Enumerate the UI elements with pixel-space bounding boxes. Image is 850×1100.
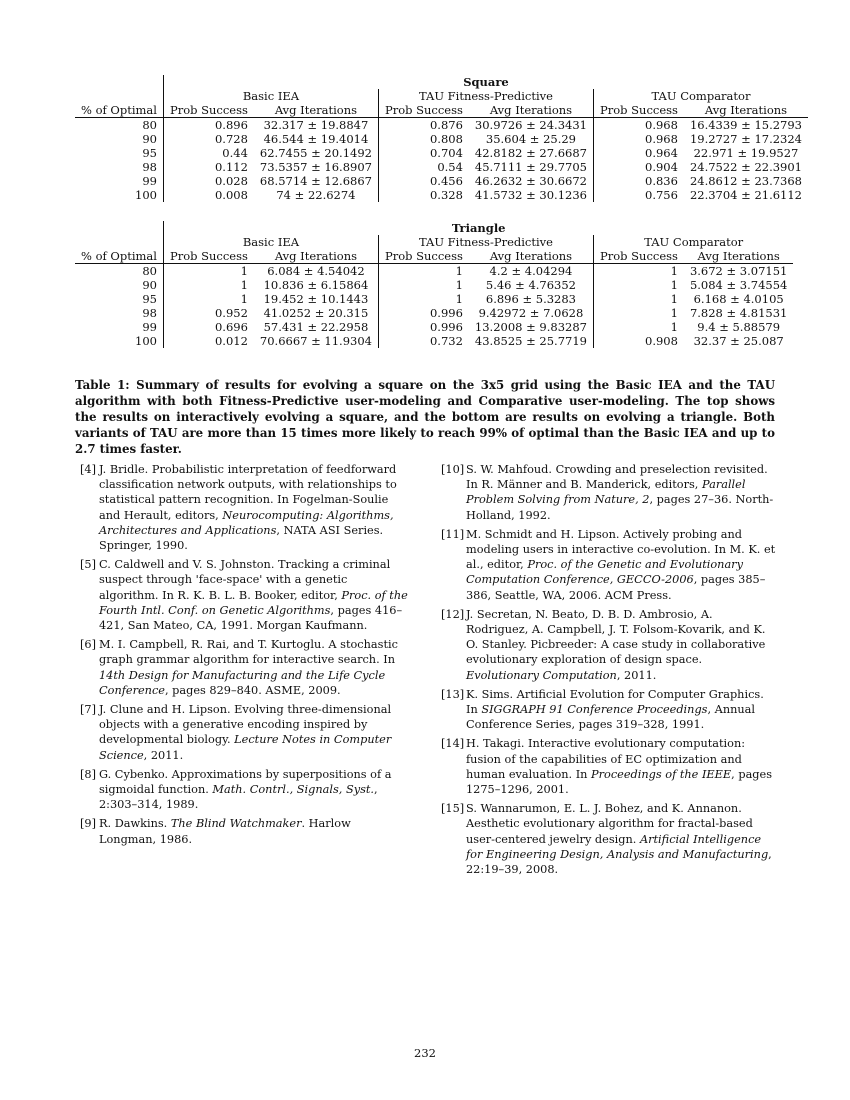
table-cell: 99	[142, 174, 157, 188]
table-cell: 90	[142, 132, 157, 146]
table-cell: 10.836 ± 6.15864	[263, 278, 369, 292]
table-cell: 95	[142, 292, 157, 306]
reference-title-italic: 14th Design for Manufacturing and the Life Cycle Conference	[99, 668, 386, 697]
reference-item	[80, 557, 410, 633]
column-header-row	[75, 103, 808, 118]
reference-text-part: , pages 1275–1296, 2001.	[466, 767, 773, 797]
table-cell: 22.3704 ± 21.6112	[689, 188, 802, 202]
table-cell: 0.952	[163, 306, 253, 320]
column-header-row	[75, 249, 793, 264]
reference-number: [14]	[441, 737, 465, 751]
table-cell: 16.4339 ± 15.2793	[689, 118, 802, 132]
reference-title-italic: The Blind Watchmaker	[170, 817, 302, 831]
table-cell: 0.756	[593, 188, 683, 202]
table-cell: 45.7111 ± 29.7705	[474, 160, 587, 174]
table-subtitle-row	[75, 75, 808, 89]
reference-text-part: , pages 829–840. ASME, 2009.	[164, 683, 341, 697]
reference-item	[441, 462, 776, 523]
reference-title-italic: Proc. of the Fourth Intl. Conf. on Genetic Algorithms	[99, 588, 408, 617]
reference-title-italic: Neurocomputing: Algorithms, Architectures and Applications	[99, 508, 394, 537]
reference-text-part: J. Clune and H. Lipson. Evolving three-dimensional objects with a generative encoding inspired by developmental biology.	[99, 703, 392, 747]
reference-number: [15]	[441, 802, 465, 816]
reference-title-italic: SIGGRAPH 91 Conference Proceedings	[481, 703, 708, 717]
table-cell: 24.7522 ± 22.3901	[689, 160, 802, 174]
table-cell: 100	[135, 334, 157, 348]
reference-text-part: , 2011.	[143, 748, 184, 762]
header-blank-cell	[75, 235, 163, 249]
reference-item	[80, 462, 410, 553]
table-cell: 1	[163, 292, 253, 306]
table-cell: 0.836	[593, 174, 683, 188]
reference-title-italic: Parallel Problem Solving from Nature, 2	[466, 478, 746, 507]
column-header: Avg Iterations	[254, 103, 379, 118]
table-cell: 6.084 ± 4.54042	[267, 264, 365, 278]
reference-text	[99, 637, 410, 698]
reference-text	[466, 736, 776, 797]
reference-item	[441, 801, 776, 877]
table-cell: 0.808	[378, 132, 468, 146]
table-cell: 3.672 ± 3.07151	[689, 264, 788, 278]
table-cell: 42.8182 ± 27.6687	[474, 146, 587, 160]
reference-text	[466, 801, 776, 877]
reference-title-italic: Lecture Notes in Computer Science	[99, 733, 392, 762]
reference-number: [13]	[441, 687, 465, 701]
table-cell: 73.5357 ± 16.8907	[259, 160, 372, 174]
reference-title-italic: Proc. of the Genetic and Evolutionary Computation Conference, GECCO-2006	[466, 558, 743, 587]
reference-number: [11]	[441, 527, 465, 541]
reference-item	[80, 816, 410, 846]
table-cell: 46.544 ± 19.4014	[263, 132, 369, 146]
table-row	[75, 188, 808, 202]
table-cell: 100	[135, 188, 157, 202]
column-header: Avg Iterations	[684, 249, 793, 264]
table-cell: 30.9726 ± 24.3431	[474, 118, 587, 132]
reference-text-part: . Harlow Longman, 1986.	[99, 817, 351, 846]
table-cell: 5.46 ± 4.76352	[485, 278, 576, 292]
reference-text-part: G. Cybenko. Approximations by superpositions of a sigmoidal function.	[99, 767, 392, 797]
reference-item	[441, 687, 776, 733]
reference-item	[441, 736, 776, 797]
reference-text-part: J. Secretan, N. Beato, D. B. D. Ambrosio, A. Rodriguez, A. Campbell, J. T. Folsom-Kovarik, and K. O. Stanley. Picbreeder: A case study in collaborative evolutionary exploration of design space.	[466, 607, 766, 667]
reference-text	[466, 462, 776, 523]
reference-item	[441, 607, 776, 683]
table-row	[75, 174, 808, 188]
reference-number: [8]	[80, 767, 97, 781]
reference-text-part: , Annual Conference Series, pages 319–328, 1991.	[466, 703, 755, 732]
table-cell: 0.964	[593, 146, 683, 160]
column-header: Avg Iterations	[469, 103, 594, 118]
reference-text-part: S. Wannarumon, E. L. J. Bohez, and K. Annanon. Aesthetic evolutionary algorithm for fractal-based user-centered jewelry design.	[466, 802, 753, 846]
table-cell: 95	[142, 146, 157, 160]
table-caption: Table 1: Summary of results for evolving a square on the 3x5 grid using the Basic IEA and the TAU algorithm with both Fitness-Predictive user-modeling and Comparative user-modeling. The top shows the results on interactively evolving a square, and the bottom are results on evolving a triangle. Both variants of TAU are more than 15 times more likely to reach 99% of optimal than the Basic IEA and up to 2.7 times faster.	[75, 378, 775, 456]
table-cell: 6.896 ± 5.3283	[485, 292, 576, 306]
group-header: TAU Fitness-Predictive	[378, 89, 593, 103]
reference-item	[441, 527, 776, 603]
table-cell: 0.904	[593, 160, 683, 174]
table-cell: 1	[163, 278, 253, 292]
table-cell: 32.317 ± 19.8847	[263, 118, 369, 132]
reference-text	[99, 816, 410, 846]
reference-text-part: S. W. Mahfoud. Crowding and preselection revisited. In R. Männer and B. Manderick, editors,	[466, 463, 768, 492]
group-header: TAU Fitness-Predictive	[378, 235, 593, 249]
column-header: Prob Success	[593, 103, 683, 118]
reference-text-part: , 22:19–39, 2008.	[466, 847, 772, 877]
table-cell: 0.008	[163, 188, 253, 202]
group-header-row	[75, 235, 793, 249]
reference-text	[466, 607, 776, 683]
table-row	[75, 146, 808, 160]
table-cell: 0.112	[163, 160, 253, 174]
table-row	[75, 306, 793, 320]
reference-number: [4]	[80, 463, 97, 476]
table-cell: 57.431 ± 22.2958	[263, 320, 369, 334]
reference-number: [10]	[441, 463, 465, 476]
table-cell: 1	[378, 264, 468, 279]
table-cell: 32.37 ± 25.087	[693, 334, 784, 348]
reference-text-part: C. Caldwell and V. S. Johnston. Tracking a criminal suspect through 'face-space' with a genetic algorithm. In R. K. B. L. B. Booker, editor,	[99, 558, 391, 602]
table-cell: 0.996	[378, 306, 468, 320]
table-subtitle: Triangle	[163, 221, 793, 235]
reference-text-part: R. Dawkins.	[99, 817, 171, 831]
table-cell: 0.968	[593, 118, 683, 133]
reference-title-italic: Proceedings of the IEEE	[591, 767, 732, 781]
reference-number: [7]	[80, 703, 97, 717]
reference-item	[80, 702, 410, 763]
page-number: 232	[414, 1046, 436, 1060]
group-header-row	[75, 89, 808, 103]
table-cell: 19.2727 ± 17.2324	[689, 132, 802, 146]
group-header: TAU Comparator	[593, 89, 808, 103]
results-table-square	[75, 75, 802, 202]
table-cell: 0.328	[378, 188, 468, 202]
table-cell: 9.42972 ± 7.0628	[478, 306, 584, 320]
table-subtitle-row	[75, 221, 793, 235]
header-blank-cell	[75, 221, 163, 235]
table-cell: 98	[142, 160, 157, 174]
square-table	[75, 75, 808, 202]
table-cell: 1	[378, 278, 468, 292]
table-row	[75, 320, 793, 334]
table-cell: 90	[142, 278, 157, 292]
header-blank-cell	[75, 75, 163, 89]
table-cell: 9.4 ± 5.88579	[697, 320, 781, 334]
references-right-column	[441, 462, 776, 881]
reference-text-part: , NATA ASI Series. Springer, 1990.	[99, 523, 384, 553]
column-header: Avg Iterations	[684, 103, 808, 118]
table-cell: 1	[593, 306, 683, 320]
table-row	[75, 160, 808, 174]
table-cell: 0.728	[163, 132, 253, 146]
table-cell: 0.696	[163, 320, 253, 334]
reference-text-part: H. Takagi. Interactive evolutionary computation: fusion of the capabilities of EC optimization and human evaluation. In	[466, 737, 746, 781]
table-cell: 43.8525 ± 25.7719	[474, 334, 587, 348]
reference-number: [5]	[80, 558, 97, 572]
table-row	[75, 334, 793, 348]
table-cell: 13.2008 ± 9.83287	[474, 320, 587, 334]
reference-title-italic: Evolutionary Computation	[466, 668, 617, 682]
table-cell: 0.012	[163, 334, 253, 348]
table-cell: 5.084 ± 3.74554	[689, 278, 788, 292]
table-cell: 0.44	[163, 146, 253, 160]
table-cell: 74 ± 22.6274	[276, 188, 356, 202]
table-row	[75, 118, 808, 133]
table-cell: 35.604 ± 25.29	[485, 132, 576, 146]
table-cell: 0.968	[593, 132, 683, 146]
table-cell: 0.908	[593, 334, 683, 348]
reference-text-part: , pages 385–386, Seattle, WA, 2006. ACM Press.	[466, 573, 766, 602]
table-row	[75, 264, 793, 279]
reference-text-part: M. I. Campbell, R. Rai, and T. Kurtoglu. A stochastic graph grammar algorithm for interactive search. In	[99, 638, 398, 667]
column-header: Prob Success	[378, 103, 468, 118]
table-cell: 1	[593, 278, 683, 292]
reference-text-part: , 2011.	[616, 668, 657, 682]
table-cell: 99	[142, 320, 157, 334]
table-row	[75, 132, 808, 146]
table-row	[75, 278, 793, 292]
column-header: Prob Success	[163, 249, 253, 264]
table-cell: 0.996	[378, 320, 468, 334]
triangle-table	[75, 221, 793, 348]
header-blank-cell	[75, 89, 163, 103]
reference-number: [12]	[441, 607, 465, 621]
reference-title-italic: Artificial Intelligence for Engineering Design, Analysis and Manufacturing	[466, 832, 769, 861]
reference-number: [6]	[80, 638, 97, 652]
column-header: Avg Iterations	[254, 249, 379, 264]
reference-text-part: , pages 416–421, San Mateo, CA, 1991. Morgan Kaufmann.	[99, 603, 403, 633]
table-cell: 1	[593, 292, 683, 306]
table-cell: 46.2632 ± 30.6672	[474, 174, 587, 188]
table-cell: 0.704	[378, 146, 468, 160]
table-cell: 68.5714 ± 12.6867	[259, 174, 372, 188]
reference-item	[80, 637, 410, 698]
table-cell: 80	[142, 264, 157, 278]
table-cell: 80	[142, 118, 157, 132]
table-cell: 4.2 ± 4.04294	[489, 264, 573, 278]
table-cell: 0.456	[378, 174, 468, 188]
reference-text	[99, 702, 410, 763]
table-cell: 98	[142, 306, 157, 320]
reference-text-part: , pages 27–36. North-Holland, 1992.	[466, 493, 774, 522]
table-row	[75, 292, 793, 306]
reference-text	[466, 527, 776, 603]
table-cell: 0.54	[378, 160, 468, 174]
table-cell: 22.971 ± 19.9527	[693, 146, 799, 160]
reference-title-italic: Math. Contrl., Signals, Syst.	[212, 783, 375, 797]
table-cell: 0.876	[378, 118, 468, 133]
table-cell: 0.732	[378, 334, 468, 348]
reference-text	[99, 767, 410, 813]
table-cell: 7.828 ± 4.81531	[689, 306, 788, 320]
reference-text	[466, 687, 776, 733]
group-header: Basic IEA	[163, 235, 378, 249]
table-cell: 41.0252 ± 20.315	[263, 306, 369, 320]
column-header: % of Optimal	[75, 103, 163, 118]
reference-text-part: , 2:303–314, 1989.	[99, 783, 378, 812]
table-cell: 1	[593, 320, 683, 334]
column-header: Prob Success	[378, 249, 468, 264]
group-header: TAU Comparator	[593, 235, 793, 249]
reference-text	[99, 557, 410, 633]
table-cell: 1	[593, 264, 683, 279]
table-cell: 6.168 ± 4.0105	[693, 292, 784, 306]
column-header: Prob Success	[163, 103, 253, 118]
table-cell: 19.452 ± 10.1443	[263, 292, 369, 306]
table-cell: 62.7455 ± 20.1492	[259, 146, 372, 160]
column-header: Avg Iterations	[469, 249, 594, 264]
column-header: Prob Success	[593, 249, 683, 264]
table-cell: 41.5732 ± 30.1236	[474, 188, 587, 202]
table-cell: 70.6667 ± 11.9304	[259, 334, 372, 348]
reference-text-part: M. Schmidt and H. Lipson. Actively probing and modeling users in interactive co-evolution. In M. K. et al., editor,	[466, 527, 776, 572]
table-cell: 24.8612 ± 23.7368	[689, 174, 802, 188]
table-cell: 0.896	[163, 118, 253, 133]
table-subtitle: Square	[163, 75, 808, 89]
results-table-triangle	[75, 221, 788, 348]
table-cell: 0.028	[163, 174, 253, 188]
column-header: % of Optimal	[75, 249, 163, 264]
reference-text	[99, 462, 410, 553]
reference-text-part: J. Bridle. Probabilistic interpretation of feedforward classification network outputs, with relationships to statistical pattern recognition. In Fogelman-Soulie and Herault, editors,	[99, 463, 397, 522]
reference-item	[80, 767, 410, 813]
reference-number: [9]	[80, 817, 97, 831]
references-left-column	[80, 462, 410, 851]
table-cell: 1	[163, 264, 253, 279]
group-header: Basic IEA	[163, 89, 378, 103]
table-cell: 1	[378, 292, 468, 306]
reference-text-part: K. Sims. Artificial Evolution for Computer Graphics. In	[466, 687, 764, 717]
